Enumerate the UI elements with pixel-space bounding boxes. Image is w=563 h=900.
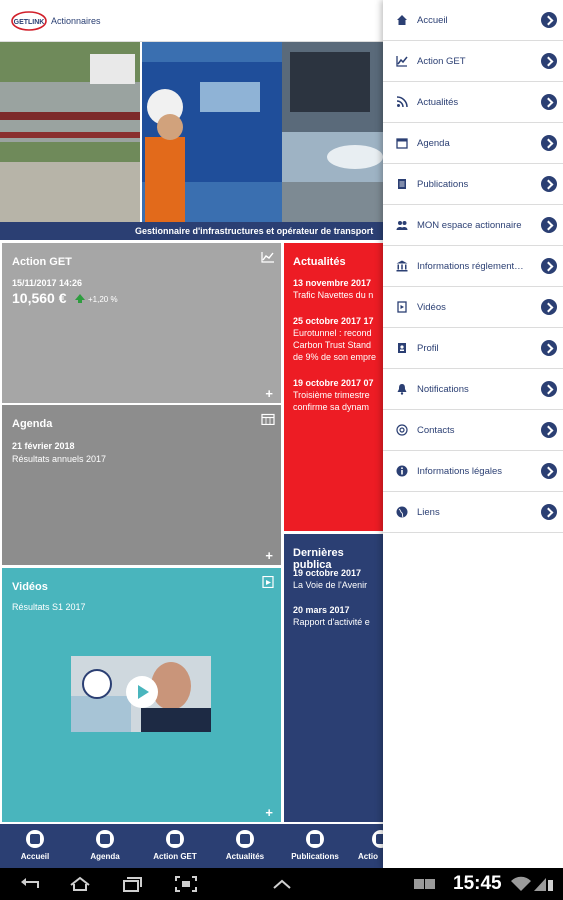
users-icon [396, 219, 408, 231]
drawer-item-shareholder-space[interactable] [383, 205, 563, 246]
drawer-item-label: Informations légales [417, 466, 503, 477]
status-clock: 15:45 [453, 873, 502, 894]
tile-action-get[interactable] [2, 243, 281, 403]
bottom-nav-action[interactable] [140, 824, 210, 868]
news-text: de 9% de son empre [293, 352, 377, 362]
home-icon [26, 830, 44, 848]
chevron-right-icon [541, 299, 557, 315]
publication-date: 20 mars 2017 [293, 605, 350, 615]
expand-plus-icon[interactable]: + [265, 805, 273, 820]
share-price: 10,560 € [12, 290, 67, 306]
drawer-item-home[interactable] [383, 0, 563, 41]
hero-banner [0, 42, 383, 240]
drawer-item-links[interactable] [383, 492, 563, 533]
bank-icon [396, 260, 408, 272]
quote-datetime: 15/11/2017 14:26 [12, 278, 83, 288]
document-icon [306, 830, 324, 848]
drawer-item-label: Informations réglement… [417, 261, 524, 272]
calendar-icon [261, 413, 275, 425]
drawer-item-label: Accueil [417, 15, 448, 26]
video-file-icon [261, 576, 275, 588]
hero-caption: Gestionnaire d'infrastructures et opérateur de transport [0, 222, 383, 240]
drawer-item-label: Actualités [417, 97, 459, 108]
calendar-icon [396, 137, 408, 149]
chevron-right-icon [541, 94, 557, 110]
chevron-right-icon [541, 135, 557, 151]
news-date: 13 novembre 2017 [293, 278, 372, 288]
drawer-item-label: Agenda [417, 138, 450, 149]
at-icon [396, 424, 408, 436]
publication-text: La Voie de l'Avenir [293, 580, 368, 590]
bottom-nav [0, 824, 383, 868]
drawer-item-agenda[interactable] [383, 123, 563, 164]
tile-videos[interactable] [2, 568, 281, 822]
line-chart-icon [396, 55, 408, 67]
chevron-right-icon [541, 217, 557, 233]
drawer-item-label: Action GET [417, 56, 466, 67]
wifi-icon [509, 876, 533, 892]
news-date: 25 octobre 2017 17 [293, 316, 374, 326]
chevron-up-icon[interactable] [270, 876, 294, 892]
tile-title: Actualités [293, 256, 346, 268]
profile-icon [396, 342, 408, 354]
drawer-item-news[interactable] [383, 82, 563, 123]
globe-icon [396, 506, 408, 518]
news-text: Troisième trimestre [293, 390, 370, 400]
battery-signal-icon [532, 876, 554, 892]
drawer-item-regulated-info[interactable] [383, 246, 563, 287]
gallery-notification-icon [412, 876, 436, 892]
nav-label: Accueil [20, 852, 50, 861]
document-icon [396, 178, 408, 190]
nav-label: Actio [358, 852, 378, 861]
calendar-icon [96, 830, 114, 848]
line-chart-icon [261, 251, 275, 263]
play-icon[interactable] [126, 676, 158, 708]
nav-label: Agenda [90, 852, 120, 861]
bottom-nav-agenda[interactable] [70, 824, 140, 868]
tile-news[interactable] [284, 243, 383, 531]
line-chart-icon [166, 830, 184, 848]
drawer-item-label: Profil [417, 343, 439, 354]
chevron-right-icon [541, 176, 557, 192]
news-text: confirme sa dynam [293, 402, 370, 412]
nav-label: Actualités [225, 852, 265, 861]
home-button-icon[interactable] [68, 876, 92, 892]
chevron-right-icon [541, 504, 557, 520]
getlink-logo[interactable] [10, 11, 48, 31]
video-subtitle: Résultats S1 2017 [12, 602, 86, 612]
drawer-item-label: Vidéos [417, 302, 446, 313]
chevron-right-icon [541, 258, 557, 274]
drawer-item-videos[interactable] [383, 287, 563, 328]
drawer-item-label: MON espace actionnaire [417, 220, 522, 231]
back-icon[interactable] [18, 876, 42, 892]
rss-icon [236, 830, 254, 848]
chevron-right-icon [541, 463, 557, 479]
bottom-nav-home[interactable] [0, 824, 70, 868]
expand-plus-icon[interactable]: + [265, 548, 273, 563]
chevron-right-icon [541, 53, 557, 69]
video-thumbnail[interactable] [71, 656, 211, 732]
recent-apps-icon[interactable] [120, 876, 144, 892]
system-navigation-bar [0, 868, 563, 900]
drawer-item-label: Liens [417, 507, 440, 518]
nav-label: Publications [291, 852, 339, 861]
tile-title: Agenda [12, 418, 53, 430]
drawer-item-label: Contacts [417, 425, 455, 436]
drawer-item-profile[interactable] [383, 328, 563, 369]
news-text: Eurotunnel : recond [293, 328, 372, 338]
chevron-right-icon [541, 340, 557, 356]
logo-text: GETLINK [13, 19, 45, 26]
info-icon [396, 465, 408, 477]
drawer-item-publications[interactable] [383, 164, 563, 205]
expand-plus-icon[interactable]: + [265, 386, 273, 401]
home-icon [396, 14, 408, 26]
news-text: Trafic Navettes du n [293, 290, 374, 300]
tile-title: Dernières publica [293, 547, 344, 571]
chevron-right-icon [541, 12, 557, 28]
drawer-item-legal-info[interactable] [383, 451, 563, 492]
chevron-right-icon [541, 422, 557, 438]
tile-title: Vidéos [12, 581, 48, 593]
drawer-item-notifications[interactable] [383, 369, 563, 410]
tile-publications[interactable] [284, 534, 383, 822]
tile-title: Action GET [12, 256, 72, 268]
navigation-drawer [383, 0, 563, 868]
screenshot-icon[interactable] [174, 876, 198, 892]
bottom-nav-news[interactable] [210, 824, 280, 868]
agenda-event: Résultats annuels 2017 [12, 454, 107, 464]
arrow-up-icon [75, 294, 85, 303]
drawer-item-action-get[interactable] [383, 41, 563, 82]
hero-photo [0, 42, 383, 240]
agenda-date: 21 février 2018 [12, 441, 75, 451]
nav-label: Action GET [153, 852, 197, 861]
tile-agenda[interactable] [2, 405, 281, 565]
bottom-nav-more[interactable] [350, 824, 383, 868]
publication-text: Rapport d'activité e [293, 617, 370, 627]
chevron-right-icon [541, 381, 557, 397]
drawer-item-label: Notifications [417, 384, 469, 395]
section-label: Actionnaires [51, 16, 101, 26]
rss-icon [396, 96, 408, 108]
drawer-item-contacts[interactable] [383, 410, 563, 451]
news-date: 19 octobre 2017 07 [293, 378, 374, 388]
chevron-icon [372, 830, 383, 848]
price-change: +1,20 % [88, 295, 118, 304]
drawer-item-label: Publications [417, 179, 469, 190]
bell-icon [396, 383, 408, 395]
news-text: Carbon Trust Stand [293, 340, 372, 350]
publication-date: 19 octobre 2017 [293, 568, 362, 578]
video-file-icon [396, 301, 408, 313]
bottom-nav-publications[interactable] [280, 824, 350, 868]
